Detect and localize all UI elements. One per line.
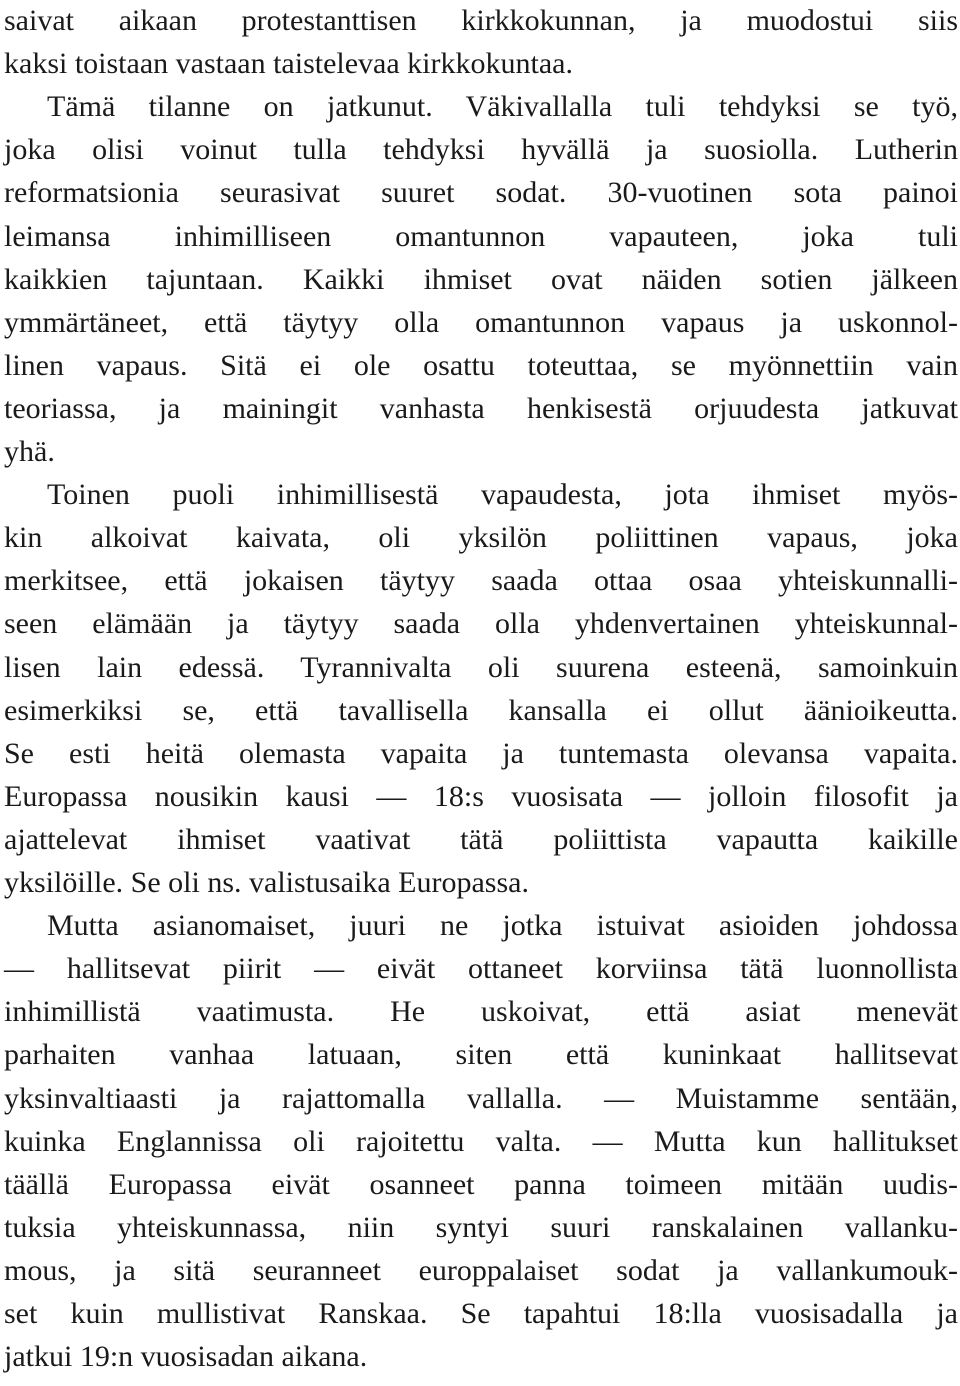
text-line: Toinen puoli inhimillisestä vapaudesta, jota ihmiset myös- [47, 478, 958, 512]
text-line: joka olisi voinut tulla tehdyksi hyvällä ja suosiolla. Lutherin [4, 133, 958, 167]
text-line: Tämä tilanne on jatkunut. Väkivallalla tuli tehdyksi se työ, [47, 90, 958, 124]
text-line: parhaiten vanhaa latuaan, siten että kuninkaat hallitsevat [4, 1038, 958, 1072]
text-line: Se esti heitä olemasta vapaita ja tuntemasta olevansa vapaita. [4, 736, 958, 770]
text-line: kaikkien tajuntaan. Kaikki ihmiset ovat näiden sotien jälkeen [4, 262, 958, 296]
text-line: teoriassa, ja mainingit vanhasta henkisestä orjuudesta jatkuvat [4, 391, 958, 425]
text-line: seen elämään ja täytyy saada olla yhdenvertainen yhteiskunnal- [4, 607, 958, 641]
text-line: kin alkoivat kaivata, oli yksilön poliittinen vapaus, joka [4, 521, 958, 555]
text-line: Mutta asianomaiset, juuri ne jotka istuivat asioiden johdossa [47, 909, 958, 943]
text-line: esimerkiksi se, että tavallisella kansalla ei ollut äänioikeutta. [4, 693, 958, 727]
text-line: — hallitsevat piirit — eivät ottaneet korviinsa tätä luonnollista [4, 952, 958, 986]
text-line: inhimillistä vaatimusta. He uskoivat, että asiat menevät [4, 995, 958, 1029]
text-line: Europassa nousikin kausi — 18:s vuosisata — jolloin filosofit ja [4, 779, 958, 813]
text-line: kaksi toistaan vastaan taistelevaa kirkkokuntaa. [4, 47, 573, 81]
text-line: täällä Europassa eivät osanneet panna toimeen mitään uudis- [4, 1167, 958, 1201]
text-line: set kuin mullistivat Ranskaa. Se tapahtui 18:lla vuosisadalla ja [4, 1297, 958, 1330]
text-line: linen vapaus. Sitä ei ole osattu toteuttaa, se myönnettiin vain [4, 348, 958, 382]
text-line: yksilöille. Se oli ns. valistusaika Europassa. [4, 866, 529, 899]
text-line: kuinka Englannissa oli rajoitettu valta. — Mutta kun hallitukset [4, 1124, 958, 1158]
text-line: yksinvaltiaasti ja rajattomalla vallalla. — Muistamme sentään, [4, 1081, 958, 1115]
text-line: leimansa inhimilliseen omantunnon vapauteen, joka tuli [4, 219, 958, 253]
text-line: jatkui 19:n vuosisadan aikana. [4, 1340, 368, 1374]
text-line: ymmärtäneet, että täytyy olla omantunnon vapaus ja uskonnol- [4, 305, 958, 339]
text-line: mous, ja sitä seuranneet europpalaiset sodat ja vallankumouk- [4, 1253, 958, 1287]
text-line: reformatsionia seurasivat suuret sodat. 30-vuotinen sota painoi [4, 176, 958, 210]
text-line: merkitsee, että jokaisen täytyy saada ottaa osaa yhteiskunnalli- [4, 564, 958, 598]
text-line: ajattelevat ihmiset vaativat tätä poliittista vapautta kaikille [4, 822, 958, 856]
text-line: lisen lain edessä. Tyrannivalta oli suurena esteenä, samoinkuin [4, 650, 958, 684]
text-line: saivat aikaan protestanttisen kirkkokunnan, ja muodostui siis [4, 4, 958, 37]
text-line: tuksia yhteiskunnassa, niin syntyi suuri ranskalainen vallanku- [4, 1210, 958, 1244]
text-line: yhä. [4, 435, 55, 468]
